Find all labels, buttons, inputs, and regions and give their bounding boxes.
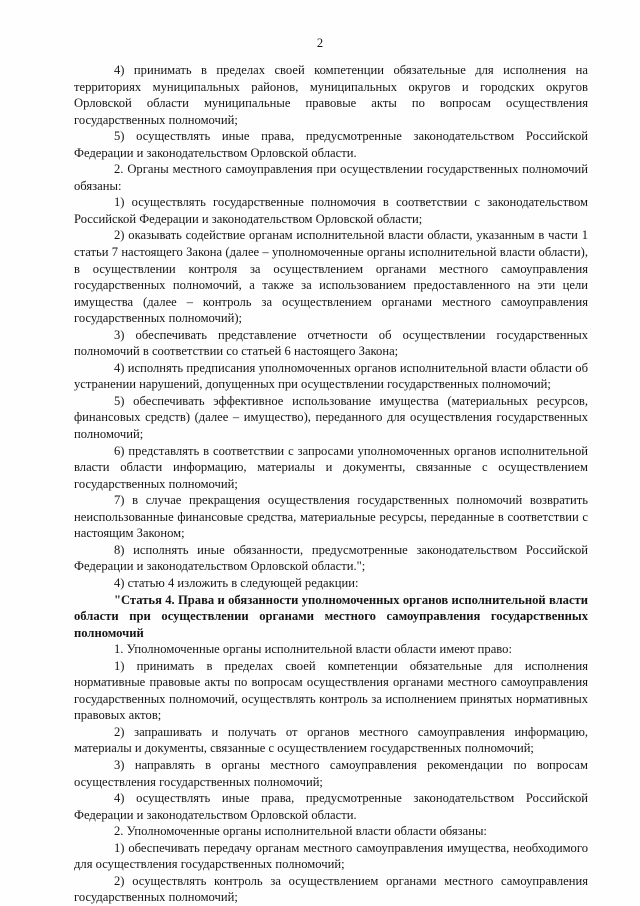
paragraph: 4) исполнять предписания уполномоченных органов исполнительной власти области об устранении нарушений, допущенных при осуществлении государственных полномочий;	[74, 360, 588, 392]
paragraph: 5) обеспечивать эффективное использование имущества (материальных ресурсов, финансовых средств) (далее – имущество), переданного для осуществления государственных полномочий;	[74, 393, 588, 442]
paragraph: 2. Органы местного самоуправления при осуществлении государственных полномочий обязаны:	[74, 162, 588, 193]
paragraph: 3) направлять в органы местного самоуправления рекомендации по вопросам осуществления государственных полномочий;	[74, 757, 588, 789]
document-body	[74, 62, 588, 906]
paragraph: 1) принимать в пределах своей компетенции обязательные для исполнения нормативные правовые акты по вопросам осуществления органами местного самоуправления государственных полномочий, осуществлять контроль за исполнением принятых нормативных правовых актов;	[74, 658, 588, 723]
paragraph: 3) обеспечивать представление отчетности об осуществлении государственных полномочий в соответствии со статьей 6 настоящего Закона;	[74, 327, 588, 359]
paragraph: 1) обеспечивать передачу органам местного самоуправления имущества, необходимого для осуществления государственных полномочий;	[74, 840, 588, 872]
paragraph: 7) в случае прекращения осуществления государственных полномочий возвратить неиспользованные финансовые средства, материальные ресурсы, переданные в соответствии с настоящим Законом;	[74, 493, 588, 541]
paragraph: 2. Уполномоченные органы исполнительной власти области обязаны:	[114, 824, 487, 839]
paragraph: 1) осуществлять государственные полномочия в соответствии с законодательством Российской Федерации и законодательством Орловской области;	[74, 195, 588, 226]
paragraph: 8) исполнять иные обязанности, предусмотренные законодательством Российской Федерации и законодательством Орловской области.";	[74, 542, 588, 574]
paragraph: 2) оказывать содействие органам исполнительной власти области, указанным в части 1 статьи 7 настоящего Закона (далее – уполномоченные органы исполнительной власти области), в осуществлении контроля за осуществлением органами местного самоуправления государственных полномочий, а также за использованием предоставленного на эти цели имущества (далее – контроль за осуществлением органами местного самоуправления государственных полномочий);	[74, 228, 588, 326]
page-number: 2	[316, 36, 324, 50]
paragraph: 6) представлять в соответствии с запросами уполномоченных органов исполнительной власти области информацию, материалы и документы, связанные с осуществлением государственных полномочий;	[74, 443, 588, 491]
paragraph: 4) осуществлять иные права, предусмотренные законодательством Российской Федерации и законодательством Орловской области.	[74, 791, 588, 822]
paragraph: 5) осуществлять иные права, предусмотренные законодательством Российской Федерации и законодательством Орловской области.	[74, 129, 588, 160]
paragraph: 2) осуществлять контроль за осуществлением органами местного самоуправления государственных полномочий;	[74, 873, 588, 905]
paragraph: 1. Уполномоченные органы исполнительной власти области имеют право:	[114, 642, 512, 657]
paragraph: 4) принимать в пределах своей компетенции обязательные для исполнения на территориях муниципальных районов, муниципальных округов и городских округов Орловской области муниципальные правовые акты по вопросам осуществления государственных полномочий;	[74, 63, 588, 127]
paragraph: 4) статью 4 изложить в следующей редакции:	[114, 575, 359, 590]
article-heading: "Статья 4. Права и обязанности уполномоченных органов исполнительной власти области при осуществлении органами местного самоуправления государственных полномочий	[74, 592, 588, 640]
paragraph: 2) запрашивать и получать от органов местного самоуправления информацию, материалы и документы, связанные с осуществлением государственных полномочий;	[74, 724, 588, 756]
